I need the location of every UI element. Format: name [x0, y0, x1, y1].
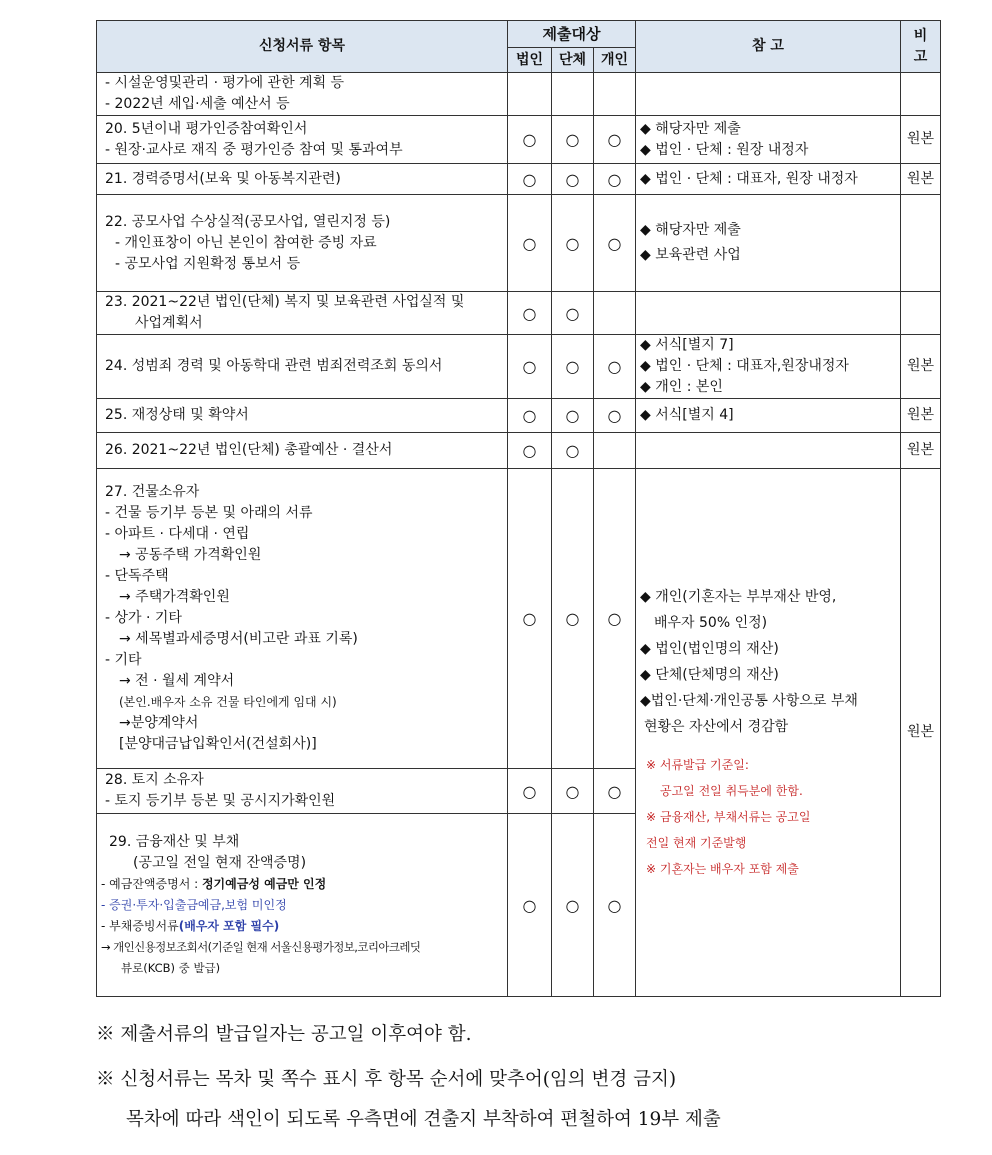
- mark-corp: ○: [508, 433, 552, 469]
- mark-group: ○: [552, 469, 594, 769]
- mark-person: ○: [594, 195, 636, 292]
- header-bigo-2: 고: [913, 48, 928, 65]
- note-cell: [636, 195, 901, 292]
- table-row: [97, 469, 941, 769]
- item-cell: [97, 814, 508, 997]
- note-cell: [636, 469, 901, 997]
- bigo-cell: 원본: [901, 164, 941, 195]
- note-line: ◆법인·단체·개인공통 사항으로 부채: [640, 692, 858, 709]
- note-line: ◆ 법인(법인명의 재산): [640, 640, 779, 657]
- header-target: 제출대상: [508, 21, 636, 48]
- mark-corp: ○: [508, 335, 552, 399]
- item-cell: [97, 116, 508, 164]
- note-line: ◆ 서식[별지 4]: [640, 407, 734, 423]
- item-line: → 공동주택 가격확인원: [119, 547, 262, 563]
- item-line: →분양계약서: [119, 715, 199, 731]
- item-line: → 개인신용정보조회서(기준일 현재 서울신용평가정보,코리아크레딧: [101, 939, 421, 954]
- mark-corp: ○: [508, 164, 552, 195]
- item-line: 21. 경력증명서(보육 및 아동복지관련): [105, 170, 341, 187]
- mark-group: ○: [552, 195, 594, 292]
- item-line: 22. 공모사업 수상실적(공모사업, 열린지정 등): [105, 213, 391, 230]
- note-line: ◆ 서식[별지 7]: [640, 337, 734, 353]
- table-row: [97, 399, 941, 433]
- mark-group: ○: [552, 335, 594, 399]
- item-line: - 2022년 세입·세출 예산서 등: [105, 96, 290, 112]
- item-line: 20. 5년이내 평가인증참여확인서: [105, 120, 308, 137]
- item-cell: [97, 164, 508, 195]
- item-cell: [97, 433, 508, 469]
- note-line: ◆ 개인 : 본인: [640, 379, 723, 395]
- mark-person: ○: [594, 814, 636, 997]
- item-line: 26. 2021~22년 법인(단체) 총괄예산 · 결산서: [105, 442, 393, 458]
- deposit-prefix: - 예금잔액증명서 :: [101, 876, 202, 891]
- header-person: 개인: [594, 48, 636, 73]
- mark-corp: ○: [508, 399, 552, 433]
- item-line: - 토지 등기부 등본 및 공시지가확인원: [105, 793, 336, 809]
- note-line: ◆ 해당자만 제출: [640, 222, 741, 238]
- note-red-line: 전일 현재 기준발행: [646, 835, 747, 850]
- note-line: ◆ 법인 · 단체 : 대표자,원장내정자: [640, 358, 849, 374]
- item-line: 29. 금융재산 및 부채: [109, 833, 240, 850]
- mark-corp: ○: [508, 292, 552, 335]
- mark-person: ○: [594, 399, 636, 433]
- item-cell: [97, 73, 508, 116]
- header-bigo-1: 비: [913, 27, 928, 44]
- item-line: → 세목별과세증명서(비고란 과표 기록): [119, 631, 358, 647]
- item-cell: [97, 769, 508, 814]
- mark-person: ○: [594, 769, 636, 814]
- note-line: ◆ 해당자만 제출: [640, 120, 741, 137]
- mark-person: ○: [594, 116, 636, 164]
- item-line: 28. 토지 소유자: [105, 772, 204, 788]
- mark-group: ○: [552, 814, 594, 997]
- header-note: 참 고: [636, 21, 901, 73]
- table-row: [97, 195, 941, 292]
- mark-corp: ○: [508, 814, 552, 997]
- item-line: - 건물 등기부 등본 및 아래의 서류: [105, 505, 313, 521]
- bigo-cell: 원본: [901, 116, 941, 164]
- note-cell: [636, 116, 901, 164]
- footer-note-1: ※ 제출서류의 발급일자는 공고일 이후여야 함.: [96, 1024, 472, 1045]
- bigo-cell: 원본: [901, 335, 941, 399]
- mark-group: ○: [552, 116, 594, 164]
- item-line: 23. 2021~22년 법인(단체) 복지 및 보육관련 사업실적 및: [105, 294, 465, 310]
- mark-group: ○: [552, 164, 594, 195]
- item-line: 뷰로(KCB) 중 발급): [121, 960, 221, 975]
- mark-person: ○: [594, 335, 636, 399]
- mark-group: ○: [552, 769, 594, 814]
- item-line: - 기타: [105, 652, 142, 668]
- note-red-line: ※ 기혼자는 배우자 포함 제출: [646, 861, 799, 876]
- header-corp: 법인: [508, 48, 552, 73]
- footer-note-3: 목차에 따라 색인이 되도록 우측면에 견출지 부착하여 편철하여 19부 제출: [126, 1109, 721, 1130]
- item-line: 사업계획서: [135, 315, 203, 331]
- item-line: [101, 874, 501, 895]
- mark-corp: ○: [508, 469, 552, 769]
- deposit-bold: 정기예금성 예금만 인정: [201, 876, 327, 891]
- note-line: ◆ 보육관련 사업: [640, 247, 741, 263]
- mark-corp: ○: [508, 195, 552, 292]
- mark-group: ○: [552, 292, 594, 335]
- item-line: → 주택가격확인원: [119, 589, 230, 605]
- item-line: - 시설운영및관리 · 평가에 관한 계획 등: [105, 75, 345, 91]
- table-row: [97, 73, 941, 116]
- note-line: ◆ 단체(단체명의 재산): [640, 666, 779, 683]
- item-line: - 상가 · 기타: [105, 610, 182, 626]
- mark-person: ○: [594, 469, 636, 769]
- table-row: [97, 292, 941, 335]
- item-line: → 전 · 월세 계약서: [119, 673, 235, 689]
- mark-group: ○: [552, 399, 594, 433]
- mark-group: ○: [552, 433, 594, 469]
- mark-corp: ○: [508, 116, 552, 164]
- item-cell: [97, 335, 508, 399]
- item-line: - 개인표창이 아닌 본인이 참여한 증빙 자료: [115, 234, 377, 251]
- note-cell: [636, 399, 901, 433]
- item-line: 27. 건물소유자: [105, 484, 200, 500]
- table-row: [97, 433, 941, 469]
- table-row: [97, 335, 941, 399]
- note-red-line: ※ 금융재산, 부채서류는 공고일: [646, 809, 811, 824]
- header-group: 단체: [552, 48, 594, 73]
- item-cell: [97, 195, 508, 292]
- bigo-cell: 원본: [901, 469, 941, 997]
- header-bigo: [901, 21, 941, 73]
- item-line: - 아파트 · 다세대 · 연립: [105, 526, 250, 542]
- table-row: [97, 116, 941, 164]
- note-cell: [636, 335, 901, 399]
- item-cell: [97, 292, 508, 335]
- item-line: - 단독주택: [105, 568, 169, 584]
- item-line: (공고일 전일 현재 잔액증명): [133, 854, 307, 871]
- note-line: ◆ 개인(기혼자는 부부재산 반영,: [640, 588, 837, 605]
- mark-corp: ○: [508, 769, 552, 814]
- debt-prefix: - 부채증빙서류: [101, 918, 179, 933]
- bigo-cell: 원본: [901, 433, 941, 469]
- item-line: - 원장·교사로 재직 중 평가인증 참여 및 통과여부: [105, 141, 403, 158]
- note-red-line: 공고일 전일 취득분에 한함.: [660, 783, 803, 798]
- note-line: 배우자 50% 인정): [654, 614, 768, 631]
- debt-bold: (배우자 포함 필수): [178, 918, 280, 933]
- mark-person: ○: [594, 164, 636, 195]
- item-line: - 공모사업 지원확정 통보서 등: [115, 255, 301, 272]
- bigo-cell: 원본: [901, 399, 941, 433]
- application-documents-table: [96, 20, 941, 997]
- note-line: 현황은 자산에서 경감함: [644, 718, 789, 735]
- header-item: 신청서류 항목: [97, 21, 508, 73]
- item-line: [분양대금납입확인서(건설회사)]: [119, 736, 317, 752]
- note-line: ◆ 법인 · 단체 : 대표자, 원장 내정자: [640, 170, 858, 187]
- item-line: 25. 재정상태 및 확약서: [105, 407, 249, 423]
- item-line: 24. 성범죄 경력 및 아동학대 관련 범죄전력조회 동의서: [105, 358, 443, 374]
- item-line: [101, 916, 501, 937]
- item-cell: [97, 399, 508, 433]
- footer-note-2: ※ 신청서류는 목차 및 쪽수 표시 후 항목 순서에 맞추어(임의 변경 금지): [96, 1069, 677, 1090]
- note-cell: [636, 164, 901, 195]
- note-line: ◆ 법인 · 단체 : 원장 내정자: [640, 141, 809, 158]
- item-line: (본인.배우자 소유 건물 타인에게 임대 시): [119, 695, 337, 709]
- note-red-line: ※ 서류발급 기준일:: [646, 757, 749, 772]
- item-cell: [97, 469, 508, 769]
- item-line: - 증권·투자·입출금예금,보험 미인정: [101, 897, 287, 912]
- table-row: [97, 164, 941, 195]
